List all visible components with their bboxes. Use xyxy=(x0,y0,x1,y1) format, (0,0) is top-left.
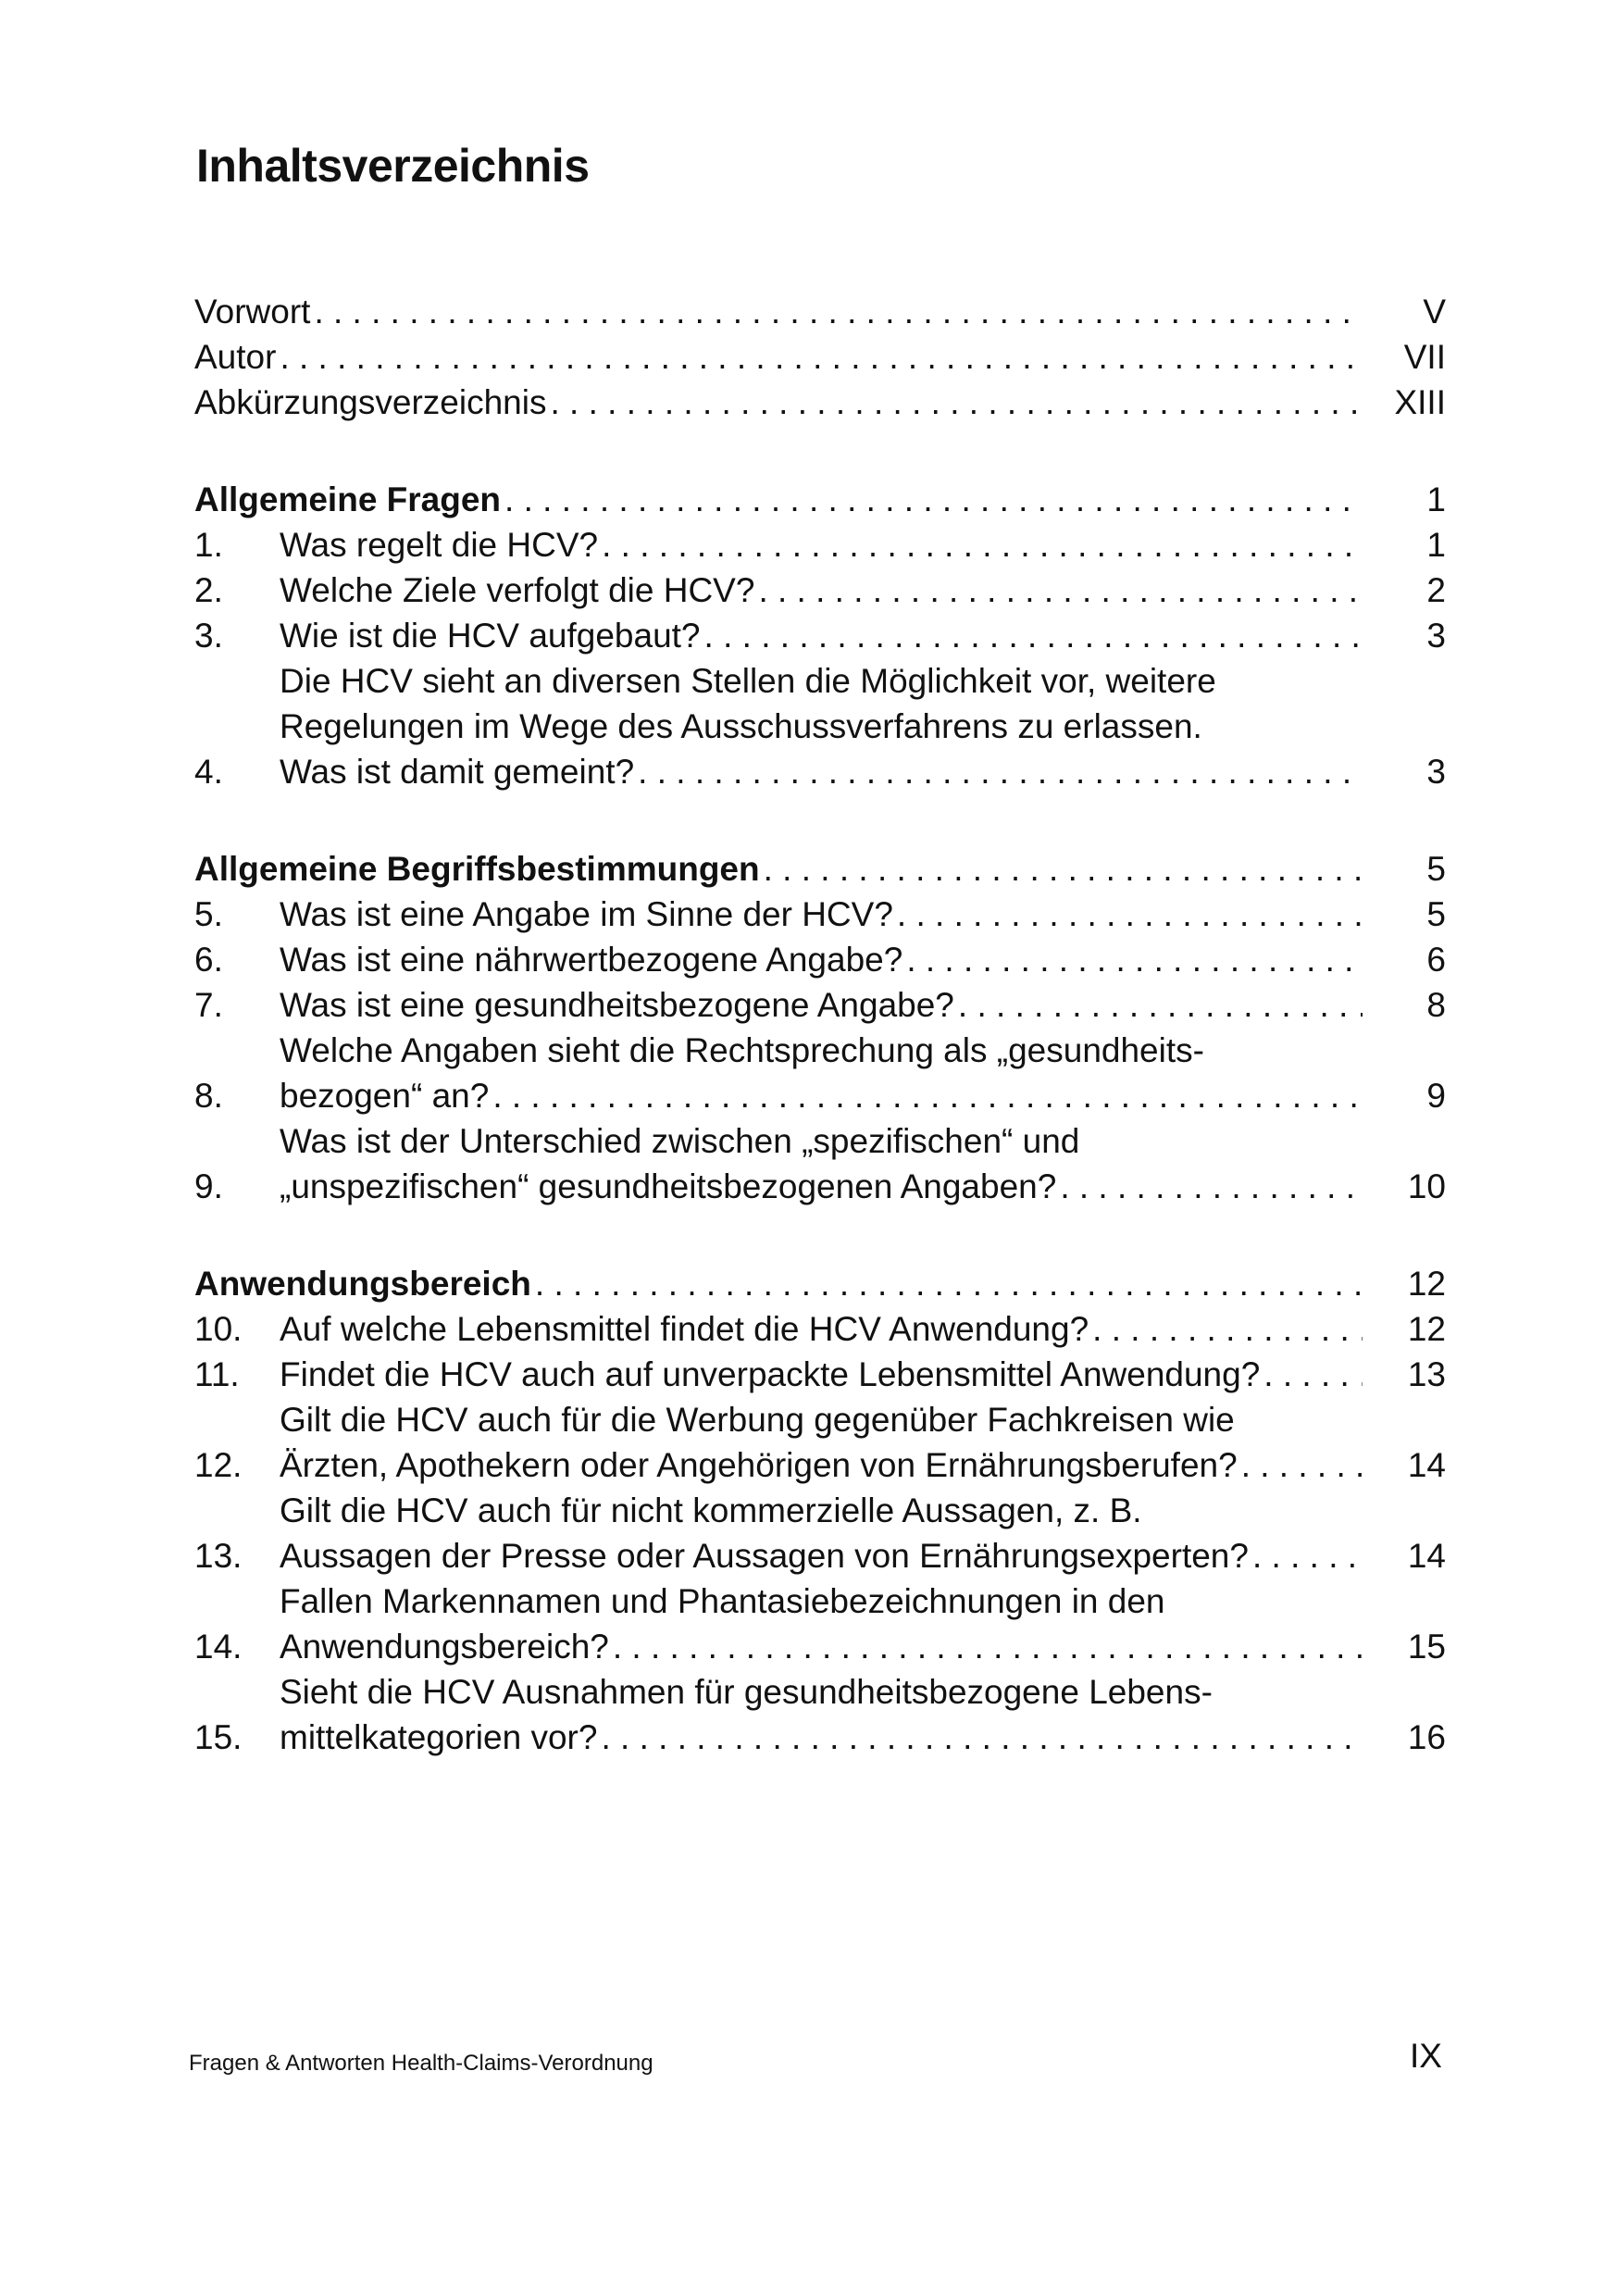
dot-leader xyxy=(1241,1442,1363,1488)
entry-page-number: 15 xyxy=(1407,1628,1446,1666)
entry-number: 10. xyxy=(194,1310,243,1348)
entry-text-line: Was ist eine Angabe im Sinne der HCV? xyxy=(280,895,893,933)
dot-leader xyxy=(1252,1533,1363,1578)
entry-page-number: XIII xyxy=(1394,383,1446,421)
toc-question-item xyxy=(194,1118,1446,1209)
toc-question-item xyxy=(194,1397,1446,1488)
entry-text-line: Findet die HCV auch auf unverpackte Lebensmittel Anwendung? xyxy=(280,1355,1261,1393)
toc-question-item xyxy=(194,1669,1446,1760)
section-heading: Anwendungsbereich xyxy=(194,1265,531,1303)
entry-number: 2. xyxy=(194,571,223,609)
toc-question-item xyxy=(194,613,1446,658)
dot-leader xyxy=(613,1624,1363,1669)
entry-text-line: mittelkategorien vor? xyxy=(280,1718,598,1756)
entry-number: 4. xyxy=(194,753,223,791)
entry-number: 3. xyxy=(194,617,223,655)
entry-number: 14. xyxy=(194,1628,243,1666)
entry-number: 11. xyxy=(194,1355,240,1393)
entry-number: 6. xyxy=(194,941,223,979)
entry-text-line: Was ist eine gesundheitsbezogene Angabe? xyxy=(280,986,954,1024)
toc-section-heading xyxy=(194,1261,1446,1306)
dot-leader xyxy=(1092,1306,1363,1352)
toc-question-item xyxy=(194,1028,1446,1118)
dot-leader xyxy=(638,749,1363,794)
entry-page-number: VII xyxy=(1403,338,1446,376)
dot-leader xyxy=(492,1073,1363,1118)
entry-text-line: Gilt die HCV auch für die Werbung gegenüber Fachkreisen wie xyxy=(280,1401,1235,1439)
dot-leader xyxy=(504,477,1363,522)
entry-page-number: 14 xyxy=(1407,1537,1446,1575)
toc-question-item xyxy=(194,982,1446,1028)
entry-page-number: 5 xyxy=(1426,895,1446,933)
entry-text-line: Autor xyxy=(194,338,277,376)
dot-leader xyxy=(601,1715,1363,1760)
toc-front-matter-item xyxy=(194,380,1446,425)
entry-text-line: Auf welche Lebensmittel findet die HCV Anwendung? xyxy=(280,1310,1089,1348)
toc-question-item xyxy=(194,1488,1446,1578)
section-heading: Allgemeine Fragen xyxy=(194,480,502,518)
toc-question-item xyxy=(194,658,1446,794)
entry-page-number: 3 xyxy=(1426,753,1446,791)
toc-question-item xyxy=(194,1578,1446,1669)
entry-page-number: 1 xyxy=(1426,526,1446,564)
toc-question-item xyxy=(194,522,1446,568)
entry-page-number: 14 xyxy=(1407,1446,1446,1484)
dot-leader xyxy=(550,380,1363,425)
entry-text-line: Regelungen im Wege des Ausschussverfahrens zu erlassen. xyxy=(280,707,1202,745)
entry-text-line: bezogen“ an? xyxy=(280,1077,490,1115)
entry-page-number: 9 xyxy=(1426,1077,1446,1115)
entry-text-line: Ärzten, Apothekern oder Angehörigen von Ernährungsberufen? xyxy=(280,1446,1238,1484)
footer-page-number: IX xyxy=(1410,2037,1442,2075)
entry-text-line: Was ist eine nährwertbezogene Angabe? xyxy=(280,941,903,979)
entry-page-number: 8 xyxy=(1426,986,1446,1024)
entry-text-line: Welche Ziele verfolgt die HCV? xyxy=(280,571,755,609)
dot-leader xyxy=(535,1261,1363,1306)
entry-page-number: 16 xyxy=(1407,1718,1446,1756)
entry-text-line: Fallen Markennamen und Phantasiebezeichnungen in den xyxy=(280,1582,1165,1620)
entry-number: 9. xyxy=(194,1167,223,1205)
entry-number: 13. xyxy=(194,1537,243,1575)
dot-leader xyxy=(906,937,1363,982)
entry-text-line: Die HCV sieht an diversen Stellen die Möglichkeit vor, weitere xyxy=(280,662,1216,700)
entry-text-line: Welche Angaben sieht die Rechtsprechung als „gesundheits- xyxy=(280,1031,1204,1069)
dot-leader xyxy=(758,568,1363,613)
toc-question-item xyxy=(194,1352,1446,1397)
dot-leader xyxy=(897,892,1363,937)
toc-section-heading xyxy=(194,477,1446,522)
entry-page-number: 13 xyxy=(1407,1355,1446,1393)
entry-number: 7. xyxy=(194,986,223,1024)
toc-front-matter-item xyxy=(194,334,1446,380)
toc-section-heading xyxy=(194,846,1446,892)
entry-text-line: Anwendungsbereich? xyxy=(280,1628,609,1666)
entry-text-line: Aussagen der Presse oder Aussagen von Ernährungsexperten? xyxy=(280,1537,1249,1575)
toc-question-item xyxy=(194,892,1446,937)
dot-leader xyxy=(1263,1352,1363,1397)
table-of-contents xyxy=(194,289,1446,1760)
entry-page-number: V xyxy=(1423,293,1446,331)
entry-number: 8. xyxy=(194,1077,223,1115)
entry-text-line: Was ist damit gemeint? xyxy=(280,753,635,791)
dot-leader xyxy=(602,522,1363,568)
entry-page-number: 5 xyxy=(1426,850,1446,888)
entry-page-number: 12 xyxy=(1407,1310,1446,1348)
entry-page-number: 6 xyxy=(1426,941,1446,979)
entry-number: 5. xyxy=(194,895,223,933)
toc-front-matter-item xyxy=(194,289,1446,334)
page-title: Inhaltsverzeichnis xyxy=(196,140,590,192)
toc-question-item xyxy=(194,568,1446,613)
dot-leader xyxy=(958,982,1363,1028)
dot-leader xyxy=(280,334,1363,380)
dot-leader xyxy=(314,289,1363,334)
entry-page-number: 10 xyxy=(1407,1167,1446,1205)
entry-number: 12. xyxy=(194,1446,243,1484)
footer-title: Fragen & Antworten Health-Claims-Verordnung xyxy=(189,2051,653,2076)
entry-text-line: Abkürzungsverzeichnis xyxy=(194,383,547,421)
entry-page-number: 3 xyxy=(1426,617,1446,655)
entry-page-number: 2 xyxy=(1426,571,1446,609)
entry-text-line: Was ist der Unterschied zwischen „spezifischen“ und xyxy=(280,1122,1080,1160)
dot-leader xyxy=(764,846,1363,892)
entry-number: 15. xyxy=(194,1718,243,1756)
toc-question-item xyxy=(194,937,1446,982)
dot-leader xyxy=(1060,1164,1363,1209)
entry-page-number: 1 xyxy=(1426,480,1446,518)
entry-number: 1. xyxy=(194,526,223,564)
entry-text-line: Gilt die HCV auch für nicht kommerzielle Aussagen, z. B. xyxy=(280,1491,1142,1529)
toc-question-item xyxy=(194,1306,1446,1352)
section-heading: Allgemeine Begriffsbestimmungen xyxy=(194,850,760,888)
entry-text-line: Vorwort xyxy=(194,293,311,331)
entry-page-number: 12 xyxy=(1407,1265,1446,1303)
entry-text-line: Was regelt die HCV? xyxy=(280,526,599,564)
entry-text-line: Wie ist die HCV aufgebaut? xyxy=(280,617,701,655)
dot-leader xyxy=(704,613,1363,658)
entry-text-line: Sieht die HCV Ausnahmen für gesundheitsbezogene Lebens- xyxy=(280,1673,1213,1711)
entry-text-line: „unspezifischen“ gesundheitsbezogenen Angaben? xyxy=(280,1167,1057,1205)
